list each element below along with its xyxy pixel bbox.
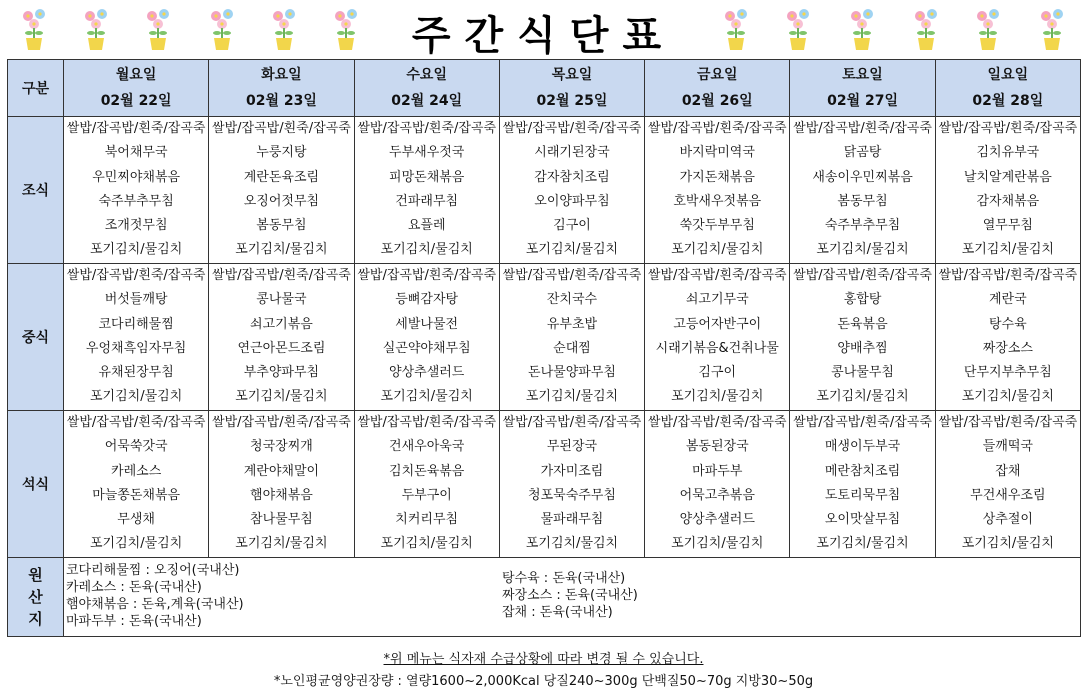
menu-item: 버섯들깨탕	[104, 292, 168, 308]
menu-item: 단무지부추무침	[963, 365, 1052, 381]
menu-item: 어묵고추볶음	[679, 487, 755, 503]
menu-item: 청포묵숙주무침	[528, 487, 616, 503]
menu-item: 무생채	[117, 512, 155, 528]
day-name: 토요일	[842, 67, 883, 83]
meal-row-2	[8, 264, 1081, 411]
day-date: 02월 22일	[100, 93, 172, 109]
menu-item: 봄동무침	[837, 193, 888, 209]
menu-cell	[935, 411, 1080, 558]
menu-item: 호박새우젓볶음	[673, 193, 762, 209]
origin-content	[64, 558, 1081, 637]
menu-item: 봄동된장국	[685, 439, 749, 455]
menu-item: 쌀밥/잡곡밥/흰죽/잡곡죽	[793, 415, 932, 430]
menu-item-list	[355, 264, 499, 410]
origin-label-char: 지	[28, 610, 43, 628]
header-row	[8, 60, 1081, 117]
menu-cell	[209, 264, 354, 411]
menu-item: 시래기볶음&건취나물	[655, 340, 779, 356]
menu-cell	[209, 411, 354, 558]
menu-item: 우민찌야채볶음	[92, 169, 181, 185]
menu-cell	[790, 264, 935, 411]
menu-item: 건파래무침	[395, 193, 459, 209]
menu-item: 오이맛살무침	[824, 512, 901, 528]
day-header-1	[64, 60, 209, 117]
menu-item: 햄야채볶음	[250, 487, 313, 503]
page-title: 주간식단표	[411, 13, 676, 59]
menu-item: 쌀밥/잡곡밥/흰죽/잡곡죽	[502, 415, 642, 430]
menu-cell	[354, 411, 499, 558]
day-date: 02월 25일	[536, 93, 608, 109]
menu-cell	[790, 411, 935, 558]
day-header-4	[499, 60, 644, 117]
menu-item: 잔치국수	[546, 292, 598, 308]
day-header-7	[935, 60, 1080, 117]
menu-cell	[645, 411, 790, 558]
menu-item: 포기김치/물김치	[380, 389, 473, 405]
menu-item-list	[209, 411, 353, 557]
menu-cell	[645, 264, 790, 411]
menu-item-list	[500, 411, 644, 557]
menu-item: 순대찜	[553, 340, 591, 356]
menu-item: 세발나물전	[395, 316, 459, 332]
menu-item: 쌀밥/잡곡밥/흰죽/잡곡죽	[212, 268, 351, 283]
menu-item: 오징어젓무침	[243, 193, 320, 209]
menu-item: 쑥갓두부무침	[679, 218, 755, 234]
menu-item: 감자채볶음	[976, 193, 1040, 209]
menu-item: 포기김치/물김치	[89, 389, 183, 405]
menu-item: 연근아몬드조림	[237, 340, 326, 356]
menu-item: 유채된장무침	[98, 365, 174, 381]
menu-item-list	[936, 264, 1080, 410]
menu-cell	[790, 117, 935, 264]
menu-item: 감자참치조림	[534, 169, 610, 185]
menu-cell	[209, 117, 354, 264]
origin-entry: 카레소스 : 돈육(국내산)	[66, 580, 202, 595]
origin-right-list	[502, 570, 638, 621]
menu-item-list	[209, 264, 353, 410]
day-date: 02월 27일	[827, 93, 898, 109]
day-name: 금요일	[696, 67, 738, 83]
menu-cell	[935, 117, 1080, 264]
day-header-5	[645, 60, 790, 117]
menu-item: 시래기된장국	[534, 145, 610, 161]
menu-item: 포기김치/물김치	[380, 242, 473, 258]
menu-item: 쌀밥/잡곡밥/흰죽/잡곡죽	[66, 268, 206, 283]
menu-item: 양상추샐러드	[679, 512, 755, 528]
category-header: 구분	[8, 60, 64, 117]
menu-cell	[645, 117, 790, 264]
menu-item: 포기김치/물김치	[961, 389, 1054, 405]
menu-item-list	[936, 117, 1080, 263]
menu-item: 날치알계란볶음	[963, 169, 1052, 185]
menu-cell	[499, 411, 644, 558]
menu-body	[8, 117, 1081, 637]
meal-label: 조식	[8, 117, 64, 264]
menu-item: 누룽지탕	[256, 145, 307, 161]
menu-item: 쇠고기무국	[685, 292, 749, 308]
menu-item-list	[64, 117, 208, 263]
menu-item: 유부초밥	[546, 316, 598, 332]
day-name: 화요일	[261, 67, 302, 83]
menu-item: 탕수육	[989, 316, 1027, 332]
menu-item-list	[209, 117, 353, 263]
menu-cell	[354, 264, 499, 411]
menu-item: 새송이우민찌볶음	[812, 169, 913, 185]
change-notice: *위 메뉴는 식자재 수급상황에 따라 변경 될 수 있습니다.	[383, 652, 704, 667]
menu-item: 쌀밥/잡곡밥/흰죽/잡곡죽	[502, 121, 642, 136]
menu-item: 치커리무침	[395, 512, 459, 528]
menu-cell	[64, 264, 209, 411]
menu-item-list	[64, 264, 208, 410]
menu-item: 오이양파무침	[534, 193, 610, 209]
menu-item: 두부구이	[401, 487, 452, 503]
menu-item: 봄동무침	[256, 218, 307, 234]
menu-item: 열무무침	[982, 218, 1033, 234]
menu-item: 상추절이	[982, 512, 1033, 528]
origin-left-list	[66, 562, 244, 630]
menu-item: 포기김치/물김치	[525, 242, 619, 258]
day-header-6	[790, 60, 935, 117]
menu-item: 포기김치/물김치	[816, 242, 909, 258]
menu-item: 쌀밥/잡곡밥/흰죽/잡곡죽	[357, 121, 497, 136]
menu-item: 매생이두부국	[824, 439, 901, 455]
menu-item: 물파래무침	[540, 512, 604, 528]
menu-item-list	[500, 264, 644, 410]
menu-item: 계란돈육조림	[243, 169, 320, 185]
menu-item-list	[645, 117, 789, 263]
day-date: 02월 26일	[681, 93, 753, 109]
menu-item: 무된장국	[546, 439, 598, 455]
menu-item: 요플레	[407, 218, 446, 234]
menu-item: 김치유부국	[976, 145, 1040, 161]
menu-item: 포기김치/물김치	[816, 389, 909, 405]
day-name: 수요일	[406, 67, 447, 83]
menu-item: 계란국	[989, 292, 1027, 308]
day-date: 02월 23일	[245, 93, 317, 109]
nutrition-notice: *노인평균영양권장량 : 열량1600~2,000Kcal 당질240~300g 단백질50~70g 지방30~50g	[273, 674, 814, 689]
menu-item: 포기김치/물김치	[89, 242, 183, 258]
menu-item: 부추양파무침	[243, 365, 320, 381]
menu-item: 등뼈감자탕	[395, 292, 459, 308]
origin-label-char: 원	[28, 566, 43, 584]
menu-item: 바지락미역국	[679, 145, 755, 161]
menu-item: 어묵쑥갓국	[104, 439, 168, 455]
menu-item: 두부새우젓국	[389, 145, 465, 161]
menu-item: 북어채무국	[104, 145, 168, 161]
day-name: 목요일	[551, 67, 593, 83]
menu-item-list	[936, 411, 1080, 557]
menu-item: 양배추찜	[837, 340, 888, 356]
menu-item: 마늘쫑돈채볶음	[92, 487, 181, 503]
menu-item: 계란야채말이	[243, 463, 320, 479]
menu-item: 고등어자반구이	[673, 316, 762, 332]
day-header-3	[354, 60, 499, 117]
menu-item: 쌀밥/잡곡밥/흰죽/잡곡죽	[357, 415, 497, 430]
menu-item: 포기김치/물김치	[671, 536, 764, 552]
menu-item: 돈육볶음	[837, 316, 888, 332]
menu-item: 포기김치/물김치	[961, 536, 1054, 552]
menu-item: 실곤약야채무침	[382, 340, 471, 356]
menu-item: 포기김치/물김치	[671, 389, 764, 405]
menu-item-list	[790, 264, 934, 410]
menu-item: 쌀밥/잡곡밥/흰죽/잡곡죽	[66, 415, 206, 430]
origin-entry: 코다리해물찜 : 오징어(국내산)	[66, 563, 240, 578]
menu-item-list	[64, 411, 208, 557]
meal-row-1	[8, 117, 1081, 264]
menu-item-list	[500, 117, 644, 263]
menu-item: 쇠고기볶음	[250, 316, 313, 332]
menu-cell	[64, 117, 209, 264]
menu-item: 무건새우조림	[970, 487, 1046, 503]
menu-item: 쌀밥/잡곡밥/흰죽/잡곡죽	[647, 415, 787, 430]
menu-item-list	[355, 117, 499, 263]
header	[0, 0, 1087, 58]
menu-item: 포기김치/물김치	[235, 242, 328, 258]
menu-item-list	[355, 411, 499, 557]
menu-cell	[935, 264, 1080, 411]
menu-item: 쌀밥/잡곡밥/흰죽/잡곡죽	[793, 121, 932, 136]
menu-item: 쌀밥/잡곡밥/흰죽/잡곡죽	[938, 268, 1078, 283]
origin-entry: 잡채 : 돈육(국내산)	[502, 605, 613, 620]
meal-label: 중식	[8, 264, 64, 411]
menu-item: 들깨떡국	[982, 439, 1033, 455]
day-date: 02월 28일	[972, 93, 1044, 109]
menu-item: 쌀밥/잡곡밥/흰죽/잡곡죽	[938, 415, 1078, 430]
menu-item: 쌀밥/잡곡밥/흰죽/잡곡죽	[647, 121, 787, 136]
menu-item: 건새우아욱국	[389, 439, 465, 455]
menu-item: 카레소스	[111, 463, 162, 479]
menu-cell	[64, 411, 209, 558]
menu-item: 쌀밥/잡곡밥/흰죽/잡곡죽	[938, 121, 1078, 136]
origin-entry: 짜장소스 : 돈육(국내산)	[502, 588, 638, 603]
menu-item: 가자미조림	[540, 463, 604, 479]
menu-item: 쌀밥/잡곡밥/흰죽/잡곡죽	[502, 268, 642, 283]
menu-item: 쌀밥/잡곡밥/흰죽/잡곡죽	[66, 121, 206, 136]
menu-item: 쌀밥/잡곡밥/흰죽/잡곡죽	[793, 268, 932, 283]
origin-label-char: 산	[28, 588, 43, 606]
menu-item: 도토리묵무침	[824, 487, 901, 503]
menu-item: 포기김치/물김치	[235, 389, 328, 405]
origin-label	[8, 558, 64, 637]
menu-item: 피망돈채볶음	[389, 169, 465, 185]
menu-item-list	[790, 411, 934, 557]
menu-item: 포기김치/물김치	[525, 536, 619, 552]
origin-entry: 햄야채볶음 : 돈육,계육(국내산)	[66, 597, 244, 612]
menu-item: 포기김치/물김치	[380, 536, 473, 552]
origin-entry: 마파두부 : 돈육(국내산)	[66, 614, 202, 629]
menu-item: 쌀밥/잡곡밥/흰죽/잡곡죽	[212, 121, 351, 136]
menu-item-list	[790, 117, 934, 263]
menu-item: 포기김치/물김치	[525, 389, 619, 405]
menu-cell	[499, 264, 644, 411]
menu-item: 코다리해물찜	[98, 316, 174, 332]
menu-item: 쌀밥/잡곡밥/흰죽/잡곡죽	[357, 268, 497, 283]
menu-item: 닭곰탕	[843, 145, 882, 161]
menu-item: 잡채	[995, 463, 1021, 479]
menu-item: 김구이	[553, 218, 591, 234]
menu-cell	[354, 117, 499, 264]
meal-row-3	[8, 411, 1081, 558]
menu-item: 숙주부추무침	[98, 193, 174, 209]
menu-item-list	[645, 411, 789, 557]
menu-item: 콩나물국	[256, 292, 307, 308]
origin-row	[8, 558, 1081, 637]
menu-item: 김치돈육볶음	[389, 463, 465, 479]
menu-item: 포기김치/물김치	[671, 242, 764, 258]
menu-cell	[499, 117, 644, 264]
origin-entry: 탕수육 : 돈육(국내산)	[502, 571, 626, 586]
menu-item: 조개젓무침	[104, 218, 168, 234]
menu-item: 홍합탕	[843, 292, 882, 308]
day-name: 월요일	[115, 67, 157, 83]
day-header-2	[209, 60, 354, 117]
menu-item: 포기김치/물김치	[961, 242, 1054, 258]
menu-item: 청국장찌개	[250, 439, 313, 455]
menu-item: 포기김치/물김치	[89, 536, 183, 552]
day-name: 일요일	[987, 67, 1029, 83]
menu-item: 참나물무침	[250, 512, 313, 528]
menu-item: 포기김치/물김치	[235, 536, 328, 552]
menu-item: 짜장소스	[982, 340, 1033, 356]
menu-item: 돈나물양파무침	[528, 365, 616, 381]
menu-item: 양상추샐러드	[389, 365, 465, 381]
menu-item: 쌀밥/잡곡밥/흰죽/잡곡죽	[212, 415, 351, 430]
meal-label: 석식	[8, 411, 64, 558]
menu-table	[7, 59, 1081, 637]
menu-item: 포기김치/물김치	[816, 536, 909, 552]
menu-item: 쌀밥/잡곡밥/흰죽/잡곡죽	[647, 268, 787, 283]
menu-item: 메란참치조림	[824, 463, 901, 479]
menu-item: 우엉채흑임자무침	[85, 340, 187, 356]
menu-item: 김구이	[698, 365, 737, 381]
day-date: 02월 24일	[391, 93, 463, 109]
menu-item: 콩나물무침	[831, 365, 894, 381]
menu-item: 마파두부	[692, 463, 743, 479]
menu-item: 숙주부추무침	[824, 218, 901, 234]
menu-item-list	[645, 264, 789, 410]
menu-item: 가지돈채볶음	[679, 169, 755, 185]
